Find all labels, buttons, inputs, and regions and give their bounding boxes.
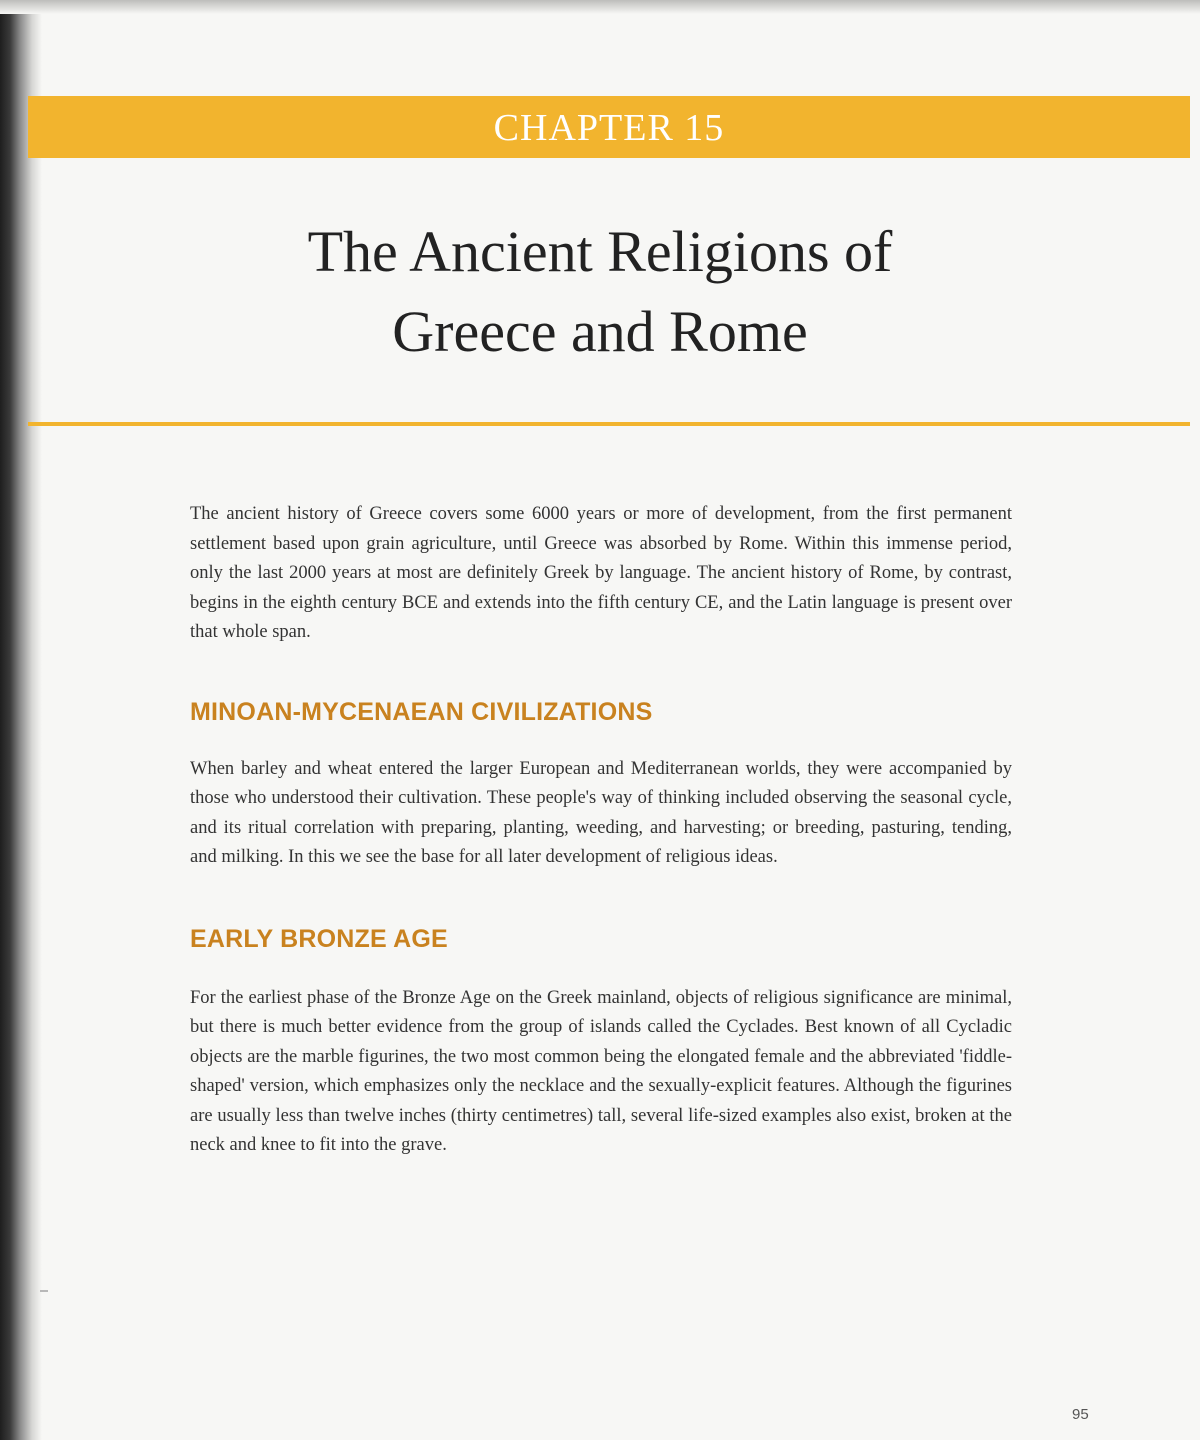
section-paragraph-early-bronze-age: For the earliest phase of the Bronze Age on the Greek mainland, objects of religious significance are minimal, but there is much better evidence from the group of islands called the Cyclades. Best known of all Cycladic objects are the marble figurines, the two most common being the elongated female and the abbreviated 'fiddle-shaped' version, which emphasizes only the necklace and the sexually-explicit features. Although the figurines are usually less than twelve inches (thirty centimetres) tall, several life-sized examples also exist, broken at the neck and knee to fit into the grave. bbox=[190, 987, 1012, 1155]
chapter-title-line-1: The Ancient Religions of bbox=[307, 219, 893, 284]
chapter-title bbox=[100, 212, 1100, 372]
page-top-shadow bbox=[0, 0, 1200, 14]
intro-paragraph: The ancient history of Greece covers some 6000 years or more of development, from the first permanent settlement based upon grain agriculture, until Greece was absorbed by Rome. Within this immense period, only the last 2000 years at most are definitely Greek by language. The ancient history of Rome, by contrast, begins in the eighth century BCE and extends into the fifth century CE, and the Latin language is present over that whole span. bbox=[190, 504, 1012, 642]
margin-mark bbox=[40, 1290, 48, 1292]
page-number: 95 bbox=[1072, 1406, 1089, 1423]
section-paragraph-minoan-mycenaean: When barley and wheat entered the larger European and Mediterranean worlds, they were accompanied by those who understood their cultivation. These people's way of thinking included observing the seasonal cycle, and its ritual correlation with preparing, planting, weeding, and harvesting; or breeding, pasturing, tending, and milking. In this we see the base for all later development of religious ideas. bbox=[190, 758, 1012, 867]
section-heading-minoan-mycenaean: MINOAN-MYCENAEAN CIVILIZATIONS bbox=[190, 697, 653, 726]
chapter-title-line-2: Greece and Rome bbox=[392, 299, 808, 364]
section-heading-early-bronze-age: EARLY BRONZE AGE bbox=[190, 924, 448, 953]
title-divider-rule bbox=[28, 422, 1190, 426]
page-gutter-shadow bbox=[0, 0, 42, 1440]
chapter-label: CHAPTER 15 bbox=[493, 107, 725, 149]
chapter-body bbox=[190, 500, 1012, 1161]
